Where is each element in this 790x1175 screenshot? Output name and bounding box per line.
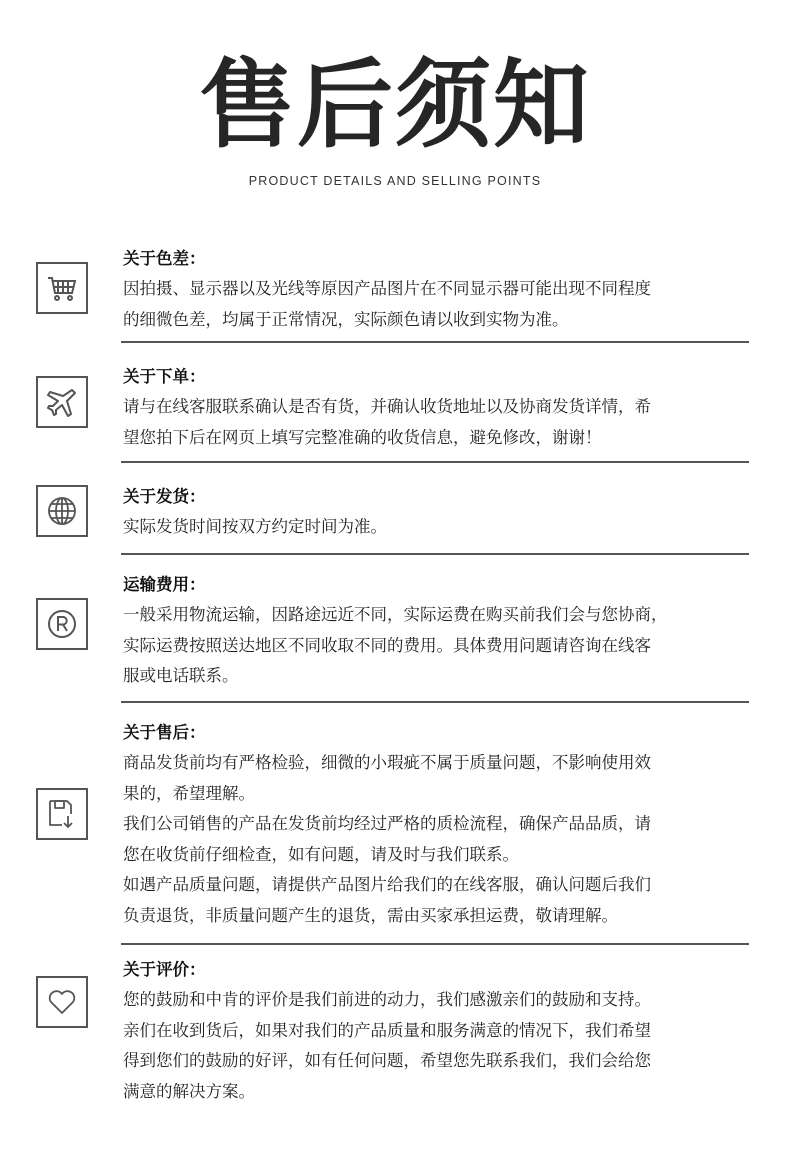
section-divider xyxy=(121,943,749,945)
section-text-line: 实际发货时间按双方约定时间为准。 xyxy=(123,517,387,536)
section-text-line: 亲们在收到货后，如果对我们的产品质量和服务满意的情况下，我们希望 xyxy=(123,1020,651,1040)
section-text-line: 服或电话联系。 xyxy=(123,666,239,685)
section-title: 关于发货： xyxy=(123,487,206,506)
airplane-icon xyxy=(36,376,88,428)
section-text-line: 因拍摄、显示器以及光线等原因产品图片在不同显示器可能出现不同程度 xyxy=(123,279,651,298)
heart-icon xyxy=(36,976,88,1028)
section-text-line: 负责退货，非质量问题产生的退货，需由买家承担运费，敬请理解。 xyxy=(123,905,618,925)
page-title: 售后须知 xyxy=(199,49,591,161)
section-divider xyxy=(121,701,749,703)
section-divider xyxy=(121,461,749,463)
section-text-line: 您在收货前仔细检查，如有问题，请及时与我们联系。 xyxy=(123,844,519,864)
section-text-line: 一般采用物流运输，因路途远近不同，实际运费在购买前我们会与您协商， xyxy=(123,605,668,624)
section-text-line: 果的，希望理解。 xyxy=(123,783,255,803)
section-text-line: 商品发货前均有严格检验，细微的小瑕疵不属于质量问题，不影响使用效 xyxy=(123,753,651,772)
section-divider xyxy=(121,553,749,555)
section-text-line: 实际运费按照送达地区不同收取不同的费用。具体费用问题请咨询在线客 xyxy=(123,635,651,655)
section-text-line: 如遇产品质量问题，请提供产品图片给我们的在线客服，确认问题后我们 xyxy=(123,875,651,894)
section-title: 关于售后： xyxy=(123,723,206,742)
section-text-line: 望您拍下后在网页上填写完整准确的收货信息，避免修改，谢谢！ xyxy=(123,427,602,447)
section-text-line: 我们公司销售的产品在发货前均经过严格的质检流程，确保产品品质，请 xyxy=(123,814,651,833)
section-text-line: 满意的解决方案。 xyxy=(123,1081,255,1101)
globe-icon xyxy=(36,485,88,537)
section-title: 关于色差： xyxy=(123,249,206,268)
return-box-icon xyxy=(36,788,88,840)
section-title: 关于评价： xyxy=(123,960,206,979)
section-divider xyxy=(121,341,749,343)
page-subtitle: PRODUCT DETAILS AND SELLING POINTS xyxy=(248,174,542,188)
shopping-cart-icon xyxy=(36,262,88,314)
section-text-line: 您的鼓励和中肯的评价是我们前进的动力，我们感激亲们的鼓励和支持。 xyxy=(123,990,651,1009)
registered-icon xyxy=(36,598,88,650)
section-text-line: 的细微色差，均属于正常情况，实际颜色请以收到实物为准。 xyxy=(123,309,569,329)
section-title: 关于下单： xyxy=(123,367,206,386)
section-text-line: 请与在线客服联系确认是否有货，并确认收货地址以及协商发货详情，希 xyxy=(123,397,651,416)
section-text-line: 得到您们的鼓励的好评，如有任何问题，希望您先联系我们，我们会给您 xyxy=(123,1051,651,1070)
section-title: 运输费用： xyxy=(123,575,206,594)
